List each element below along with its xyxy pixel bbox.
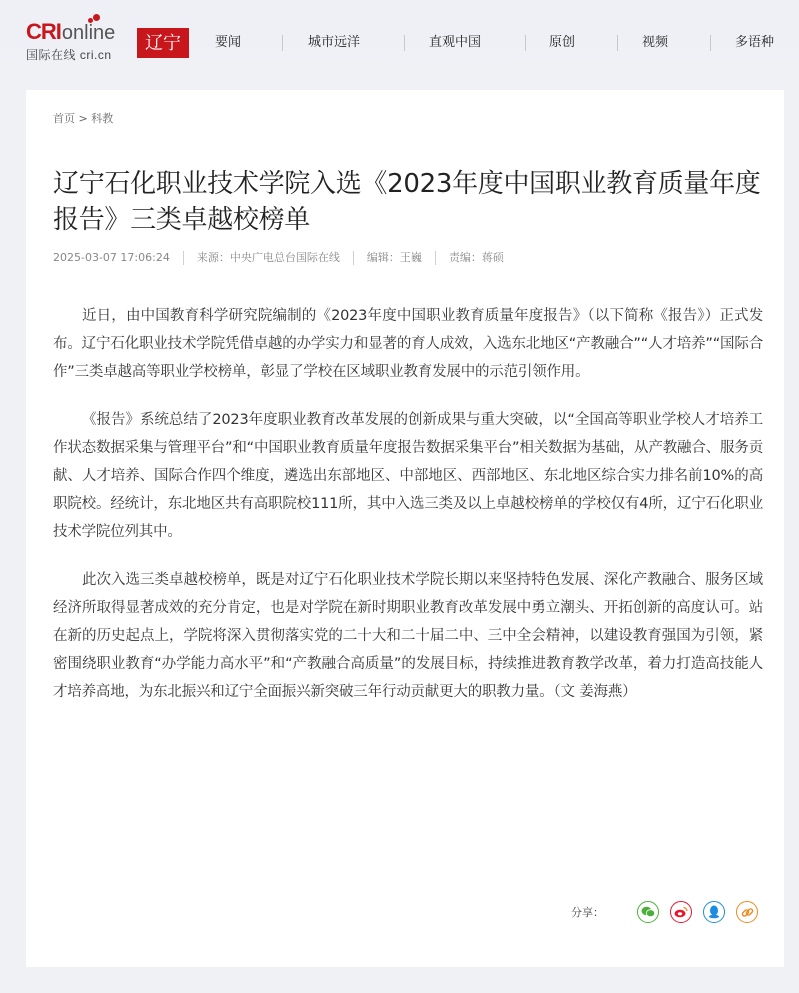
cri-online-logo[interactable] — [26, 20, 136, 62]
share-bar — [571, 901, 758, 923]
nav-divider — [710, 35, 711, 51]
breadcrumb-section[interactable]: 科教 — [91, 112, 114, 125]
nav-item-original[interactable]: 原创 — [549, 35, 576, 50]
region-badge[interactable]: 辽宁 — [137, 28, 189, 58]
qq-icon — [708, 905, 720, 919]
article-chief-editor: 责编：蒋硕 — [448, 251, 504, 264]
nav-item-china[interactable]: 直观中国 — [429, 35, 482, 50]
article-paragraph: 《报告》系统总结了2023年度职业教育改革发展的创新成果与重大突破，以“全国高等职业学校人才培养工作状态数据采集与管理平台”和“中国职业教育质量年度报告数据采集平台”相关数据为基础，从产教融合、服务贡献、人才培养、国际合作四个维度，遴选出东部地区、中部地区、西部地区、东北地区综合实力排名前10%的高职院校。经统计，东北地区共有高职院校111所，其中入选三类及以上卓越校榜单的学校仅有4所，辽宁石化职业技术学院位列其中。 — [53, 412, 763, 540]
nav-divider — [525, 35, 526, 51]
logo-brand-cri: CRI — [26, 19, 61, 44]
article-title: 辽宁石化职业技术学院入选《2023年度中国职业教育质量年度报告》三类卓越校榜单 — [53, 169, 761, 235]
breadcrumb-separator: > — [78, 112, 88, 125]
nav-divider — [617, 35, 618, 51]
article-body — [53, 302, 763, 726]
meta-divider — [353, 251, 354, 265]
breadcrumb — [53, 110, 113, 126]
weibo-icon — [674, 906, 688, 918]
link-icon — [741, 906, 754, 919]
share-link-button[interactable] — [736, 901, 758, 923]
main-nav — [190, 32, 799, 54]
article-editor: 编辑：王巍 — [366, 251, 422, 264]
nav-divider — [282, 35, 283, 51]
breadcrumb-home[interactable]: 首页 — [53, 112, 75, 125]
share-weibo-button[interactable] — [670, 901, 692, 923]
article-meta — [53, 250, 504, 266]
wechat-icon — [641, 906, 655, 918]
nav-item-news[interactable]: 要闻 — [215, 35, 242, 50]
nav-item-languages[interactable]: 多语种 — [735, 35, 775, 50]
article-card — [26, 90, 784, 967]
meta-divider — [183, 251, 184, 265]
logo-brand-online: online — [61, 22, 116, 44]
article-paragraph: 近日，由中国教育科学研究院编制的《2023年度中国职业教育质量年度报告》（以下简称《报告》）正式发布。辽宁石化职业技术学院凭借卓越的办学实力和显著的育人成效，入选东北地区“产教融合”“人才培养”“国际合作”三类卓越高等职业学校榜单，彰显了学校在区域职业教育发展中的示范引领作用。 — [53, 308, 763, 380]
share-label: 分享： — [571, 906, 604, 919]
nav-divider — [404, 35, 405, 51]
meta-divider — [435, 251, 436, 265]
logo-subtitle: 国际在线 cri.cn — [26, 48, 112, 62]
article-source: 来源：中央广电总台国际在线 — [196, 251, 340, 264]
share-wechat-button[interactable] — [637, 901, 659, 923]
publish-datetime: 2025-03-07 17:06:24 — [53, 251, 170, 264]
article-paragraph: 此次入选三类卓越校榜单，既是对辽宁石化职业技术学院长期以来坚持特色发展、深化产教融合、服务区域经济所取得显著成效的充分肯定，也是对学院在新时期职业教育改革发展中勇立潮头、开拓创新的高度认可。站在新的历史起点上，学院将深入贯彻落实党的二十大和二十届二中、三中全会精神，以建设教育强国为引领，紧密围绕职业教育“办学能力高水平”和“产教融合高质量”的发展目标，持续推进教育教学改革，着力打造高技能人才培养高地，为东北振兴和辽宁全面振兴新突破三年行动贡献更大的职教力量。（文 姜海燕） — [53, 572, 763, 700]
nav-item-video[interactable]: 视频 — [642, 35, 669, 50]
site-header — [0, 0, 799, 86]
nav-item-city[interactable]: 城市远洋 — [308, 35, 361, 50]
share-qq-button[interactable] — [703, 901, 725, 923]
